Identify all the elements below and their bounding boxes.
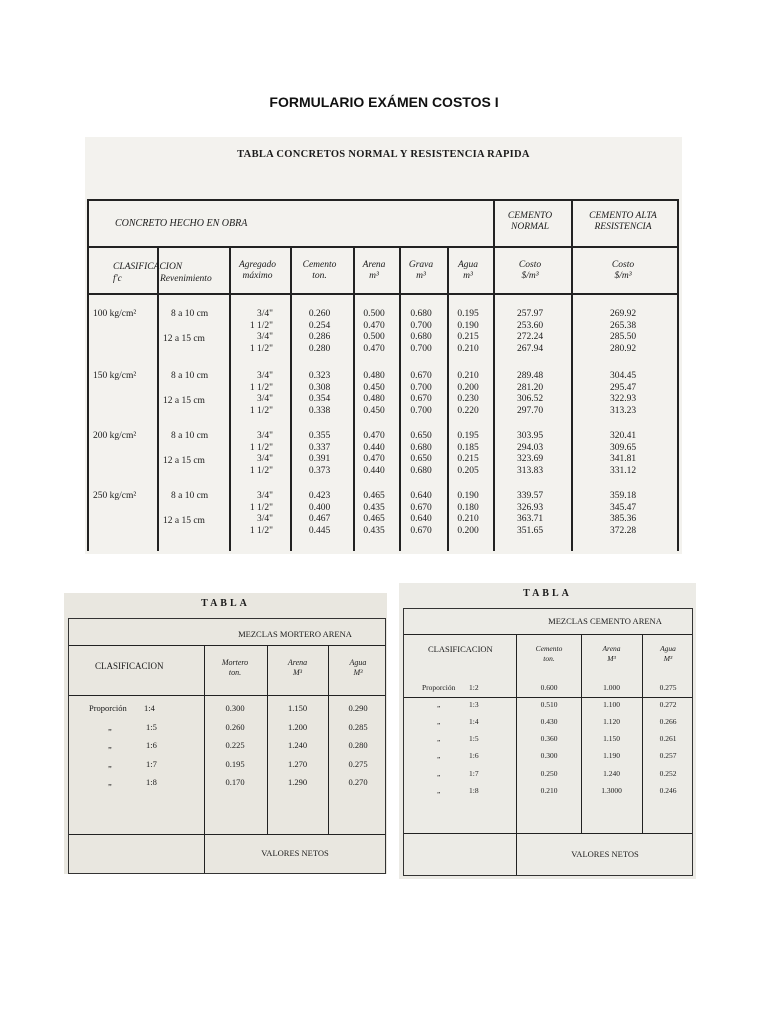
proporcion-label: „ [108, 721, 112, 732]
mortar-table-footer: VALORES NETOS [261, 848, 329, 858]
arena-cell: 0.435 [363, 525, 385, 536]
cemento-cell: 0.391 [308, 454, 331, 465]
mortero-cell: 0.300 [225, 703, 245, 713]
arena-cell: 1.120 [603, 717, 620, 727]
fc-label: 100 kg/cm² [93, 309, 137, 319]
agregado-cell: 3/4" [256, 371, 273, 381]
arena-cell: 1.3000 [601, 785, 622, 795]
cemento-cell: 0.338 [308, 405, 331, 416]
costo-normal-cell: 323.69 [516, 454, 544, 465]
costo-alta-cell: 265.38 [609, 320, 637, 331]
arena-cell: 1.150 [603, 734, 620, 744]
proporcion-label: „ [437, 717, 441, 727]
fc-label: 200 kg/cm² [93, 431, 137, 441]
proporcion-ratio: 1:8 [146, 777, 157, 787]
mortar-header-clasificacion: CLASIFICACION [95, 661, 164, 671]
page-title: FORMULARIO EXÁMEN COSTOS I [269, 94, 499, 110]
agregado-cell: 3/4" [256, 394, 273, 405]
arena-cell: 0.470 [363, 320, 385, 331]
arena-cell: 0.435 [363, 502, 385, 513]
agua-cell: 0.290 [348, 703, 368, 713]
proporcion-label: „ [437, 700, 441, 710]
revenimiento-value: 8 a 10 cm [171, 431, 209, 441]
arena-cell: 0.500 [363, 332, 385, 343]
costo-alta-cell: 359.18 [609, 491, 637, 501]
mortar-header-arena: Arena M³ [287, 658, 308, 677]
grava-cell: 0.680 [410, 465, 432, 476]
cemento_ton-header-2: ton. [312, 271, 327, 281]
cemento-cell: 0.400 [308, 502, 331, 513]
cemento-cell: 0.286 [308, 332, 331, 343]
costo-normal-cell: 294.03 [516, 442, 544, 453]
cemento_ton-header-1: Cemento [302, 260, 337, 270]
cement-sand-table-footer: VALORES NETOS [571, 849, 639, 859]
proporcion-ratio: 1:7 [469, 768, 479, 778]
fc-label: 250 kg/cm² [93, 491, 137, 501]
arena-cell: 0.450 [363, 405, 385, 416]
cemento-cell: 0.354 [308, 394, 331, 405]
cemento-normal-header-2: NORMAL [511, 222, 549, 232]
agua-cell: 0.200 [457, 525, 479, 536]
costo-normal-cell: 257.97 [516, 309, 544, 319]
costo-normal-cell: 326.93 [516, 502, 544, 513]
cement-sand-table-subtitle: MEZCLAS CEMENTO ARENA [548, 616, 662, 626]
costo-normal-cell: 363.71 [516, 514, 544, 525]
agregado-cell: 1 1/2" [249, 343, 273, 354]
agua-cell: 0.275 [348, 758, 368, 769]
grava-cell: 0.700 [410, 320, 432, 331]
arena-cell: 1.270 [287, 758, 308, 769]
arena-cell: 0.480 [363, 394, 385, 405]
grava-cell: 0.650 [410, 454, 432, 465]
arena-cell: 0.470 [363, 454, 385, 465]
arena-cell: 1.000 [603, 683, 620, 692]
arena-cell: 0.450 [363, 382, 385, 393]
costo-alta-cell: 372.28 [609, 525, 637, 536]
costo-normal-cell: 289.48 [516, 371, 544, 381]
arena-header-1: Arena [362, 260, 386, 270]
agregado-cell: 1 1/2" [249, 465, 273, 476]
cemento-cell: 0.600 [540, 683, 558, 692]
agregado-cell: 1 1/2" [249, 320, 273, 331]
mortero-cell: 0.260 [225, 721, 245, 732]
costo-alta-cell: 295.47 [609, 382, 637, 393]
costo-normal-cell: 272.24 [516, 332, 544, 343]
revenimiento-value: 8 a 10 cm [171, 371, 209, 381]
proporcion-ratio: 1:6 [146, 740, 157, 750]
proporcion-ratio: 1:3 [469, 700, 479, 710]
revenimiento-value: 12 a 15 cm [163, 396, 205, 407]
revenimiento-value: 12 a 15 cm [163, 516, 205, 527]
concrete-group-header: CONCRETO HECHO EN OBRA [115, 218, 248, 229]
grava-cell: 0.680 [410, 309, 432, 319]
costo-alta-cell: 385.36 [609, 514, 637, 525]
cement-sand-table-scan [399, 583, 696, 879]
table-caption: TABLA CONCRETOS NORMAL Y RESISTENCIA RAPIDA [237, 149, 530, 160]
agua-cell: 0.185 [457, 442, 479, 453]
grava-cell: 0.700 [410, 343, 432, 354]
grava-cell: 0.670 [410, 525, 432, 536]
proporcion-ratio: 1:4 [469, 717, 479, 727]
costo-normal-cell: 313.83 [516, 465, 544, 476]
grava-cell: 0.670 [410, 502, 432, 513]
costo-normal-cell: 281.20 [516, 382, 544, 393]
agua-header-2: m³ [463, 271, 473, 281]
arena-cell: 0.465 [363, 514, 385, 525]
agua-cell: 0.252 [659, 768, 677, 778]
cemento-cell: 0.510 [540, 700, 558, 710]
arena-cell: 0.480 [363, 371, 385, 381]
proporcion-label: „ [437, 768, 441, 778]
arena-cell: 1.290 [287, 777, 308, 787]
grava-cell: 0.650 [410, 431, 432, 441]
grava-cell: 0.680 [410, 442, 432, 453]
costo_alta-header-2: $/m³ [614, 271, 632, 281]
fc-label: 150 kg/cm² [93, 371, 137, 381]
cement-sand-table-title: TABLA [523, 588, 572, 599]
grava-cell: 0.670 [410, 394, 432, 405]
costo_alta-header-1: Costo [611, 260, 635, 270]
cemento-cell: 0.300 [540, 751, 558, 761]
agregado-cell: 3/4" [256, 514, 273, 525]
agua-cell: 0.210 [457, 343, 479, 354]
costo-normal-cell: 339.57 [516, 491, 544, 501]
cemento-cell: 0.360 [540, 734, 558, 744]
cemento-cell: 0.260 [308, 309, 331, 319]
proporcion-ratio: 1:7 [146, 758, 157, 769]
cemento-cell: 0.308 [308, 382, 331, 393]
agua-cell: 0.257 [659, 751, 677, 761]
costo-normal-cell: 303.95 [516, 431, 544, 441]
costo-alta-cell: 269.92 [609, 309, 637, 319]
costo_normal-header-1: Costo [518, 260, 542, 270]
arena-cell: 0.440 [363, 442, 385, 453]
agua-cell: 0.215 [457, 454, 479, 465]
agua-cell: 0.195 [457, 431, 479, 441]
mortar-table-title: TABLA [201, 598, 250, 609]
costo-normal-cell: 267.94 [516, 343, 544, 354]
cemento-cell: 0.445 [308, 525, 331, 536]
costo-alta-cell: 331.12 [609, 465, 637, 476]
agregado-cell: 1 1/2" [249, 405, 273, 416]
cemento-cell: 0.373 [308, 465, 331, 476]
cemento-cell: 0.355 [308, 431, 331, 441]
arena-cell: 0.440 [363, 465, 385, 476]
agua-cell: 0.261 [659, 734, 677, 744]
agua-cell: 0.266 [659, 717, 677, 727]
costo-alta-cell: 345.47 [609, 502, 637, 513]
revenimiento-value: 8 a 10 cm [171, 309, 209, 319]
proporcion-label: „ [108, 758, 112, 769]
fc-header: f'c [113, 274, 122, 284]
agua-cell: 0.270 [348, 777, 368, 787]
agregado-cell: 3/4" [256, 332, 273, 343]
grava-cell: 0.640 [410, 514, 432, 525]
proporcion-label: Proporción [89, 703, 127, 713]
costo-normal-cell: 253.60 [516, 320, 544, 331]
grava-header-1: Grava [408, 260, 434, 270]
cemento-cell: 0.423 [308, 491, 331, 501]
agua-header-1: Agua [457, 260, 479, 270]
costo_normal-header-2: $/m³ [521, 271, 539, 281]
costo-normal-cell: 351.65 [516, 525, 544, 536]
arena-cell: 1.240 [603, 768, 620, 778]
costo-alta-cell: 309.65 [609, 442, 637, 453]
agregado-cell: 3/4" [256, 454, 273, 465]
arena-cell: 0.500 [363, 309, 385, 319]
proporcion-label: „ [437, 734, 441, 744]
agregado-header-2: máximo [242, 271, 273, 281]
arena-cell: 1.200 [287, 721, 308, 732]
grava-cell: 0.640 [410, 491, 432, 501]
cement-sand-header-agua: Agua M³ [660, 644, 676, 663]
arena-cell: 0.470 [363, 431, 385, 441]
costo-normal-cell: 306.52 [516, 394, 544, 405]
proporcion-ratio: 1:5 [469, 734, 479, 744]
arena-header-2: m³ [369, 271, 379, 281]
arena-cell: 1.100 [603, 700, 620, 710]
proporcion-label: Proporción [422, 683, 456, 692]
costo-alta-cell: 304.45 [609, 371, 637, 381]
agua-cell: 0.220 [457, 405, 479, 416]
arena-cell: 1.150 [287, 703, 308, 713]
clasificacion-header: CLASIFICACION [113, 262, 183, 272]
cemento-cell: 0.210 [540, 785, 558, 795]
arena-cell: 0.465 [363, 491, 385, 501]
agregado-header-1: Agregado [238, 260, 277, 270]
grava-cell: 0.700 [410, 382, 432, 393]
cemento-cell: 0.430 [540, 717, 558, 727]
cemento-cell: 0.337 [308, 442, 331, 453]
arena-cell: 1.240 [287, 740, 308, 750]
agregado-cell: 1 1/2" [249, 525, 273, 536]
agua-cell: 0.190 [457, 491, 479, 501]
mortero-cell: 0.225 [225, 740, 245, 750]
agua-cell: 0.180 [457, 502, 479, 513]
costo-normal-cell: 297.70 [516, 405, 544, 416]
agua-cell: 0.272 [659, 700, 677, 710]
agua-cell: 0.285 [348, 721, 368, 732]
concrete-table-scan [85, 137, 682, 554]
agregado-cell: 1 1/2" [249, 502, 273, 513]
agua-cell: 0.190 [457, 320, 479, 331]
mortero-cell: 0.195 [225, 758, 245, 769]
arena-cell: 1.190 [603, 751, 620, 761]
proporcion-ratio: 1:8 [469, 785, 479, 795]
cement-sand-header-arena: Arena M³ [602, 644, 621, 663]
agua-cell: 0.210 [457, 514, 479, 525]
cemento-alta-header-1: CEMENTO ALTA [589, 211, 657, 221]
agregado-cell: 3/4" [256, 309, 273, 319]
proporcion-ratio: 1:4 [144, 703, 155, 713]
proporcion-label: „ [437, 785, 441, 795]
grava-header-2: m³ [416, 271, 426, 281]
proporcion-ratio: 1:2 [469, 683, 479, 692]
agua-cell: 0.205 [457, 465, 479, 476]
agregado-cell: 1 1/2" [249, 442, 273, 453]
agua-cell: 0.195 [457, 309, 479, 319]
revenimiento-value: 8 a 10 cm [171, 491, 209, 501]
cemento-cell: 0.280 [308, 343, 331, 354]
agua-cell: 0.210 [457, 371, 479, 381]
cemento-alta-header-2: RESISTENCIA [594, 222, 652, 232]
agua-cell: 0.280 [348, 740, 368, 750]
agua-cell: 0.275 [659, 683, 677, 692]
agregado-cell: 3/4" [256, 431, 273, 441]
costo-alta-cell: 313.23 [609, 405, 637, 416]
proporcion-label: „ [108, 777, 112, 787]
mortar-table-subtitle: MEZCLAS MORTERO ARENA [238, 629, 352, 639]
cemento-normal-header-1: CEMENTO [507, 211, 553, 221]
agua-cell: 0.246 [659, 785, 677, 795]
grava-cell: 0.670 [410, 371, 432, 381]
mortar-table-scan [64, 593, 387, 874]
costo-alta-cell: 285.50 [609, 332, 637, 343]
mortar-header-agua: Agua M³ [349, 658, 367, 677]
cement-sand-header-cemento: Cemento ton. [535, 644, 563, 663]
cemento-cell: 0.467 [308, 514, 331, 525]
cement-sand-header-clasificacion: CLASIFICACION [428, 644, 493, 654]
revenimiento-value: 12 a 15 cm [163, 334, 205, 345]
costo-alta-cell: 280.92 [609, 343, 637, 354]
grava-cell: 0.700 [410, 405, 432, 416]
proporcion-ratio: 1:6 [469, 751, 479, 761]
cemento-cell: 0.254 [308, 320, 331, 331]
agua-cell: 0.230 [457, 394, 479, 405]
grava-cell: 0.680 [410, 332, 432, 343]
costo-alta-cell: 341.81 [609, 454, 637, 465]
proporcion-ratio: 1:5 [146, 721, 157, 732]
arena-cell: 0.470 [363, 343, 385, 354]
proporcion-label: „ [108, 740, 112, 750]
costo-alta-cell: 322.93 [609, 394, 637, 405]
mortar-header-mortero: Mortero ton. [221, 658, 249, 677]
agregado-cell: 1 1/2" [249, 382, 273, 393]
agua-cell: 0.215 [457, 332, 479, 343]
cemento-cell: 0.250 [540, 768, 558, 778]
agregado-cell: 3/4" [256, 491, 273, 501]
revenimiento-header: Revenimiento [160, 274, 212, 284]
revenimiento-value: 12 a 15 cm [163, 456, 205, 467]
costo-alta-cell: 320.41 [609, 431, 637, 441]
proporcion-label: „ [437, 751, 441, 761]
mortero-cell: 0.170 [225, 777, 245, 787]
agua-cell: 0.200 [457, 382, 479, 393]
cemento-cell: 0.323 [308, 371, 331, 381]
